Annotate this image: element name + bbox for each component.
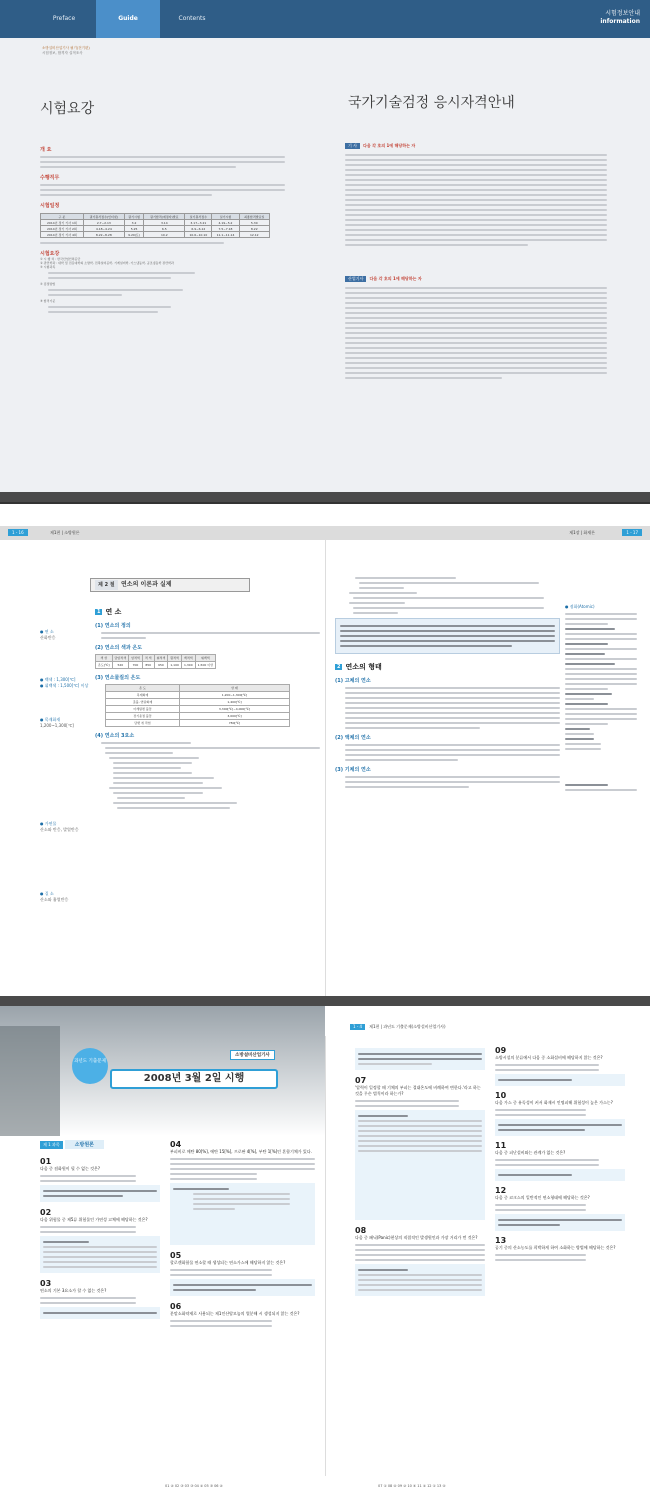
right-title: 국가기술검정 응시자격안내 xyxy=(348,95,515,111)
right-column: 기 사 다음 각 호의 1에 해당하는 자 산업기사 다음 각 호의 1에 해당하는 자 xyxy=(345,132,607,382)
table-row: 2014년 정기 기사 4회 8.22~8.28 9.20(토) 10.2 10.6~10.10 11.1~11.14 12.12 xyxy=(41,232,270,238)
nav-guide[interactable]: Guide xyxy=(96,0,160,38)
question-text: 다음 중 코크스의 일반적인 연소형태에 해당하는 것은? xyxy=(495,1195,590,1200)
question-text: 분말소화약제로 사용되는 제1인산암모늄의 열분해 시 생성되지 않는 것은? xyxy=(170,1311,300,1316)
question-column-4: 09 소방시설의 분류에서 다음 중 소화설비에 해당하지 않는 것은? 10 다음 가스 중 유독성이 커서 화재시 인명피해 위험성이 높은 가스는? 11 다음 중 피난설비와는 관계가 없는 것은? 12 다음 중 코크스의 일반적인 연소형태에 해당하는 것은? 13 공기 중의 산소농도를 희박하게 하여 소화하는 방법에 해당하는 것은? xyxy=(495,1046,625,1264)
question-text: 부피비로 메탄 80[%], 에탄 15[%], 프로판 4[%], 부탄 1[%]인 혼합기체가 있다. xyxy=(170,1149,312,1154)
question-text: 다음 중 패닉(Panic)현상의 직접적인 발생원인과 가장 거리가 먼 것은? xyxy=(355,1235,478,1240)
table-row: 2014년 정기 기사 1회 2.7~2.13 3.2 3.14 3.17~3.21 4.19~5.2 5.30 xyxy=(41,220,270,226)
top-nav-bar xyxy=(0,0,650,38)
left-body: 1 연 소 (1) 연소의 정의 (2) 연소의 색과 온도 색 상 담암적색 암적색 적 색 휘적색 황적색 백적색 휘백색 온도[℃] 520 700 850 950 1,100 1,300 1,500 이상 (3) 연소물질의 온도 온 도 상 태 목재화재 1,200~1,300[℃] 촛불, 연탄화재 1,400[℃] 아세틸렌 불꽃 3,300[℃]~4,000[℃] 전기용접 불꽃 3,000[℃] 담뱃 취 작업 780[℃] (4) 연소의 3요소 xyxy=(95,607,320,812)
question-text: 연소의 기본 3요소가 할 수 없는 것은? xyxy=(40,1288,107,1293)
right-header: 1 - 4 제1편 | 과년도 기출문제(소방설비산업기사) xyxy=(350,1024,446,1030)
table-row: 2014년 정기 기사 2회 4.18~4.24 5.25 6.5 6.9~6.12 7.5~7.18 8.22 xyxy=(41,226,270,232)
right-body: 2 연소의 형태 (1) 고체의 연소 (2) 액체의 연소 (3) 기체의 연소 xyxy=(335,574,560,791)
left-title: 시험요강 xyxy=(40,101,95,117)
section-heading: 시험일정 xyxy=(40,203,60,209)
question-column-2: 04 부피비로 메탄 80[%], 에탄 15[%], 프로판 4[%], 부탄 1[%]인 혼합기체가 있다. 05 할로겐화합물 연소할 때 생성되는 연소가스에 해당하지 않는 것은? 06 분말소화약제로 사용되는 제1인산암모늄의 열분해 시 생성되지 않는 것은? xyxy=(170,1140,315,1330)
exam-spread xyxy=(0,1006,650,1500)
table-row: 담뱃 취 작업 780[℃] xyxy=(106,720,290,727)
question-text: '압력이 일정할 때 기체의 부피는 절대온도에 비례하여 변한다.'라고 하는 것을 무슨 법칙이라 하는가? xyxy=(355,1085,481,1096)
question-text: 다음 중 피난설비와는 관계가 없는 것은? xyxy=(495,1150,566,1155)
top-right-label: 시험정보안내 information xyxy=(600,10,640,25)
past-exam-badge: 과년도 기출문제 xyxy=(72,1048,108,1084)
question-text: 다음 위험물 중 제5류 위험물인 가연성 고체에 해당하는 것은? xyxy=(40,1217,148,1222)
question-column-3: 07 '압력이 일정할 때 기체의 부피는 절대온도에 비례하여 변한다.'라고 하는 것을 무슨 법칙이라 하는가? 08 다음 중 패닉(Panic)현상의 직접적인 발생원인과 가장 거리가 먼 것은? xyxy=(355,1046,485,1298)
table-row: 촛불, 연탄화재 1,400[℃] xyxy=(106,699,290,706)
schedule-table: 구 분 필기원서접수(인터넷) 필기시험 필기합격(예정자)발표 실기원서접수 실기시험 최종합격발표일 2014년 정기 기사 1회 2.7~2.13 3.2 3.14 3.17~3.21 4.19~5.2 5.30 2014년 정기 기사 2회 4.18~4.24 5.25 6.5 6.9~6.12 7.5~7.18 8.22 2014년 정기 기사 4회 8.22~8.28 9.20(토) 10.2 10.6~10.10 11.1~11.14 12.12 xyxy=(40,213,270,238)
section-heading: 개 요 xyxy=(40,147,52,153)
table-row: 아세틸렌 불꽃 3,300[℃]~4,000[℃] xyxy=(106,706,290,713)
tag-label: 기 사 xyxy=(345,143,360,149)
exam-title: 2008년 3월 2일 시행 xyxy=(110,1069,278,1089)
table-row: 온도[℃] 520 700 850 950 1,100 1,300 1,500 이상 xyxy=(96,662,216,669)
material-temperature-table: 온 도 상 태 목재화재 1,200~1,300[℃] 촛불, 연탄화재 1,400[℃] 아세틸렌 불꽃 3,300[℃]~4,000[℃] 전기용접 불꽃 3,000[℃] 담뱃 취 작업 780[℃] xyxy=(105,684,290,727)
question-text: 할로겐화합물 연소할 때 생성되는 연소가스에 해당하지 않는 것은? xyxy=(170,1260,286,1265)
left-header-bar: 1 - 16 제1편 | 소방원론 xyxy=(0,526,325,540)
question-text: 소방시설의 분류에서 다음 중 소화설비에 해당하지 않는 것은? xyxy=(495,1055,603,1060)
right-header-bar: 제1장 | 화재론 1 - 17 xyxy=(325,526,650,540)
right-margin-notes: ● 점화(Atomic) xyxy=(565,604,637,794)
nav-preface[interactable]: Preface xyxy=(52,15,76,22)
textbook-spread xyxy=(0,502,650,996)
guide-page xyxy=(0,0,650,492)
left-margin-notes: ● 연 소 산화반응 ● 백색 : 1,300[℃] ● 휘백색 : 1,500[℃] 이상 ● 목재화재 1,200~1,300[℃] ● 가연물 산소와 반응, 발열반응 ● 질 소 산소와 흡열반응 xyxy=(40,629,89,902)
summary-box xyxy=(335,618,560,654)
question-text: 다음 중 점화원이 될 수 없는 것은? xyxy=(40,1166,100,1171)
question-column-1: 제 1 과목 소방원론 01 다음 중 점화원이 될 수 없는 것은? 02 다음 위험물 중 제5류 위험물인 가연성 고체에 해당하는 것은? 03 연소의 기본 3요소가 할 수 없는 것은? xyxy=(40,1140,160,1321)
page-subtitle: 소방설비산업기사 필기(전기편) 시험정보, 합격자 실적조사 xyxy=(42,46,90,55)
table-row: 전기용접 불꽃 3,000[℃] xyxy=(106,713,290,720)
section-title: 1 연 소 xyxy=(97,608,122,616)
section-title: 2 연소의 형태 xyxy=(337,663,382,671)
nav-contents[interactable]: Contents xyxy=(178,15,206,22)
section-heading: 시험요강 xyxy=(40,251,60,257)
chapter-heading: 제 2 절 연소의 이론과 실제 xyxy=(90,578,250,592)
section-heading: 수행직무 xyxy=(40,175,60,181)
table-row: 목재화재 1,200~1,300[℃] xyxy=(106,692,290,699)
question-text: 다음 가스 중 유독성이 커서 화재시 인명피해 위험성이 높은 가스는? xyxy=(495,1100,613,1105)
question-text: 공기 중의 산소농도를 희박하게 하여 소화하는 방법에 해당하는 것은? xyxy=(495,1245,616,1250)
answer-key-left: 01 ② 02 ③ 03 ③ 04 ② 05 ③ 06 ② xyxy=(165,1484,223,1488)
left-column: 개 요 수행직무 시험일정 구 분 필기원서접수(인터넷) 필기시험 필기합격(예정자)발표 실기원서접수 실기시험 최종합격발표일 2014년 정기 기사 1회 2.7~2.13 3.2 3.14 3.17~3.21 4.19~5.2 5.30 2014년 정기 기사 2회 4.18~4.24 5.25 6.5 6.9~6.12 7.5~7.18 8.22 2014년 정기 기사 4회 8.22~8.28 9.20(토) 10.2 10.6~10.10 11.1~11.14 12.12 시험요강 ① 시 행 처 : 한국산업인력공단 ② 관련학과 : 대학 및 전문대학의 소방학, 전축설비공학, 기계설비학, 가스냉동학, 공조냉동학 관련학과 ③ 시험과목 ④ 검정방법 ⑤ 합격기준 xyxy=(40,140,285,316)
tag-label: 산업기사 xyxy=(345,276,366,282)
topic-label: 소방설비산업기사 xyxy=(230,1050,275,1060)
color-temperature-table: 색 상 담암적색 암적색 적 색 휘적색 황적색 백적색 휘백색 온도[℃] 520 700 850 950 1,100 1,300 1,500 이상 xyxy=(95,654,216,669)
subject-tag: 제 1 과목 소방원론 xyxy=(40,1140,160,1149)
answer-key-right: 07 ① 08 ④ 09 ② 10 ④ 11 ② 12 ① 13 ④ xyxy=(378,1484,446,1488)
